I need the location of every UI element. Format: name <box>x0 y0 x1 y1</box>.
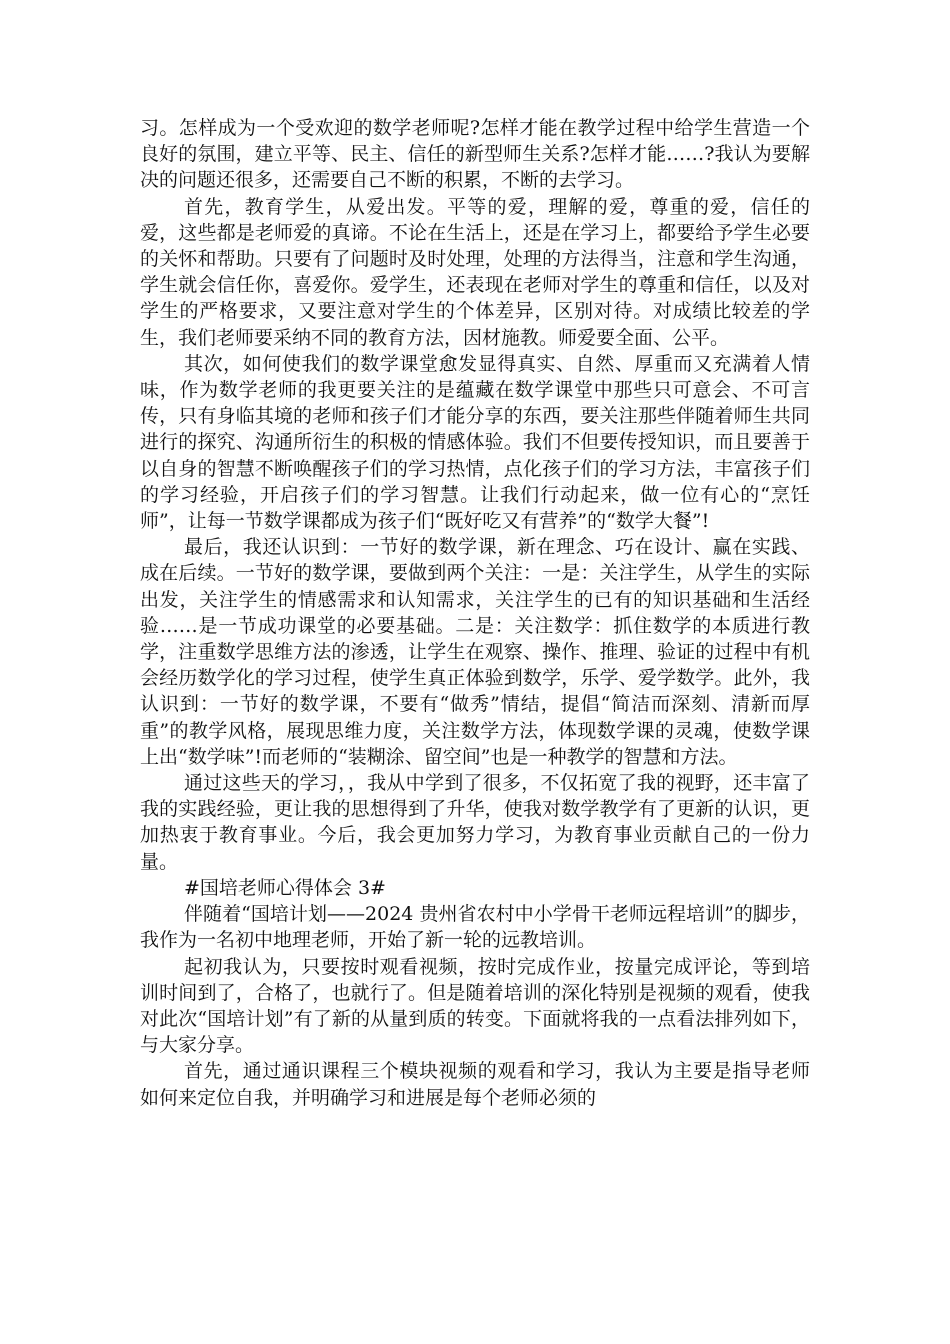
paragraph: 伴随着“国培计划——2024 贵州省农村中小学骨干老师远程培训”的脚步，我作为一名初中地理老师，开始了新一轮的远教培训。 <box>140 903 810 952</box>
paragraph: 习。怎样成为一个受欢迎的数学老师呢?怎样才能在教学过程中给学生营造一个良好的氛围，建立平等、民主、信任的新型师生关系?怎样才能……?我认为要解决的问题还很多，还需要自己不断的积累，不断的去学习。 <box>140 117 810 192</box>
paragraph: 其次，如何使我们的数学课堂愈发显得真实、自然、厚重而又充满着人情味，作为数学老师的我更要关注的是蕴藏在数学课堂中那些只可意会、不可言传，只有身临其境的老师和孩子们才能分享的东西，要关注那些伴随着师生共同进行的探究、沟通所衍生的积极的情感体验。我们不但要传授知识，而且要善于以自身的智慧不断唤醒孩子们的学习热情，点化孩子们的学习方法，丰富孩子们的学习经验，开启孩子们的学习智慧。让我们行动起来，做一位有心的“烹饪师”，让每一节数学课都成为孩子们“既好吃又有营养”的“数学大餐”! <box>140 352 810 533</box>
document-page <box>140 115 810 1111</box>
paragraph: 最后，我还认识到：一节好的数学课，新在理念、巧在设计、赢在实践、成在后续。一节好的数学课，要做到两个关注：一是：关注学生，从学生的实际出发，关注学生的情感需求和认知需求，关注学生的已有的知识基础和生活经验……是一节成功课堂的必要基础。二是：关注数学：抓住数学的本质进行教学，注重数学思维方法的渗透，让学生在观察、操作、推理、验证的过程中有机会经历数学化的学习过程，使学生真正体验到数学，乐学、爱学数学。此外，我认识到：一节好的数学课，不要有“做秀”情结，提倡“简洁而深刻、清新而厚重”的教学风格，展现思维力度，关注数学方法，体现数学课的灵魂，使数学课上出“数学味”!而老师的“装糊涂、留空间”也是一种教学的智慧和方法。 <box>140 536 810 768</box>
paragraph: 首先，通过通识课程三个模块视频的观看和学习，我认为主要是指导老师如何来定位自我，并明确学习和进展是每个老师必须的 <box>140 1060 810 1109</box>
paragraph: 通过这些天的学习，，我从中学到了很多，不仅拓宽了我的视野，还丰富了我的实践经验，更让我的思想得到了升华，使我对数学教学有了更新的认识，更加热衷于教育事业。今后，我会更加努力学习，为教育事业贡献自己的一份力量。 <box>140 772 810 873</box>
paragraph: 起初我认为，只要按时观看视频，按时完成作业，按量完成评论，等到培训时间到了，合格了，也就行了。但是随着培训的深化特别是视频的观看，使我对此次“国培计划”有了新的从量到质的转变。下面就将我的一点看法排列如下，与大家分享。 <box>140 955 810 1057</box>
section-heading: #国培老师心得体会 3# <box>184 876 386 899</box>
paragraph: 首先，教育学生，从爱出发。平等的爱，理解的爱，尊重的爱，信任的爱，这些都是老师爱的真谛。不论在生活上，还是在学习上，都要给予学生必要的关怀和帮助。只要有了问题时及时处理，处理的方法得当，注意和学生沟通，学生就会信任你，喜爱你。爱学生，还表现在老师对学生的尊重和信任，以及对学生的严格要求，又要注意对学生的个体差异，区别对待。对成绩比较差的学生，我们老师要采纳不同的教育方法，因材施教。师爱要全面、公平。 <box>140 195 810 349</box>
